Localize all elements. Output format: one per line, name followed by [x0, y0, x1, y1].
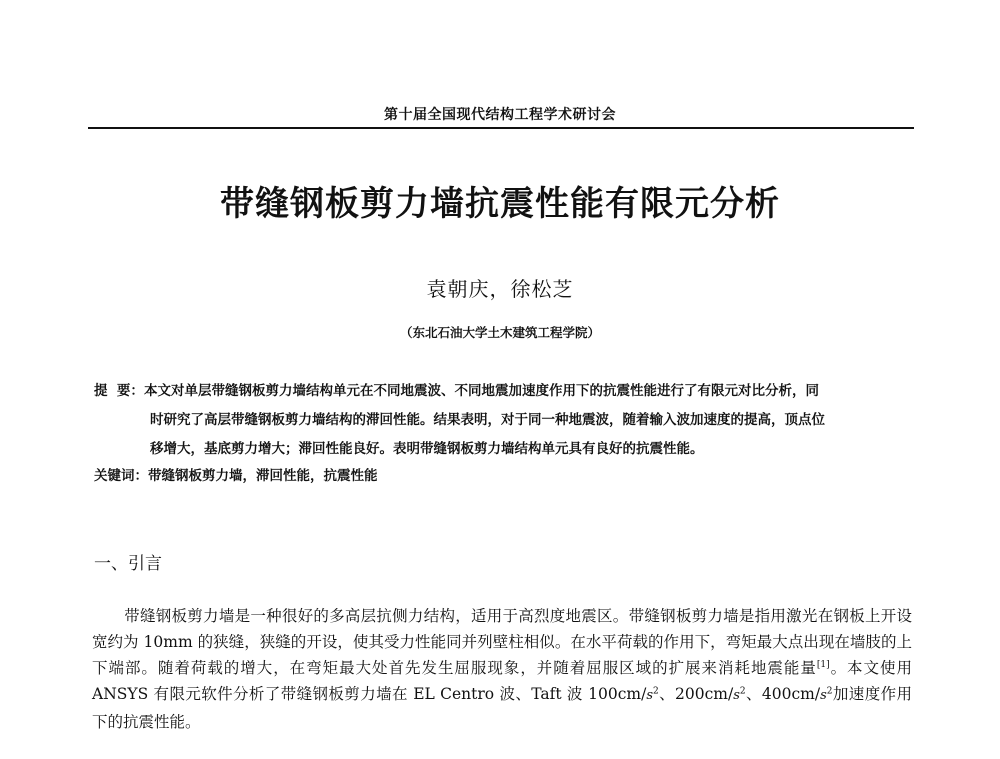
abstract-line: 移增大，基底剪力增大；滞回性能良好。表明带缝钢板剪力墙结构单元具有良好的抗震性能。 — [150, 441, 704, 457]
running-header: 第十届全国现代结构工程学术研讨会 — [384, 107, 616, 123]
abstract-line: 本文对单层带缝钢板剪力墙结构单元在不同地震波、不同地震加速度作用下的抗震性能进行了有限元对比分析，同 — [144, 383, 819, 399]
body-paragraph — [92, 603, 912, 735]
paragraph-text: 带缝钢板剪力墙是一种很好的多高层抗侧力结构，适用于高烈度地震区。带缝钢板剪力墙是指用激光在钢板上开设宽约为 10mm 的狭缝，狭缝的开设，使其受力性能同并列壁柱相似。在水平荷载的作用下，弯矩最大点出现在墙肢的上下端部。随着荷载的增大，在弯矩最大处首先发生屈服现象，并随着屈服区域的扩展来消耗地震能量 — [92, 607, 912, 677]
abstract-line: 时研究了高层带缝钢板剪力墙结构的滞回性能。结果表明，对于同一种地震波，随着输入波加速度的提高，顶点位 — [150, 412, 825, 428]
paragraph-text: 、400cm/ — [745, 685, 821, 703]
authors: 袁朝庆，徐松芝 — [426, 277, 574, 301]
paragraph-text: 、200cm/ — [658, 685, 734, 703]
affiliation: （东北石油大学土木建筑工程学院） — [399, 325, 600, 340]
paragraph-text: 加速度作用下的抗震性能。 — [92, 685, 912, 731]
unit: $s^2$ — [733, 686, 746, 703]
keywords-text: 带缝钢板剪力墙，滞回性能，抗震性能 — [148, 468, 378, 484]
citation: [1] — [816, 659, 830, 670]
unit: $s^2$ — [820, 686, 833, 703]
abstract-label: 提 要： — [94, 383, 144, 399]
header-rule — [88, 127, 914, 129]
keywords-label: 关键词： — [94, 468, 148, 484]
keywords — [94, 462, 924, 491]
abstract — [94, 377, 924, 464]
paper-title: 带缝钢板剪力墙抗震性能有限元分析 — [220, 184, 780, 224]
paragraph-text: 。本文使用 ANSYS 有限元软件分析了带缝钢板剪力墙在 EL Centro 波、Taft 波 100cm/ — [92, 659, 912, 703]
section-heading: 一、引言 — [94, 554, 162, 574]
abstract-body — [144, 377, 924, 464]
unit: $s^2$ — [646, 686, 659, 703]
